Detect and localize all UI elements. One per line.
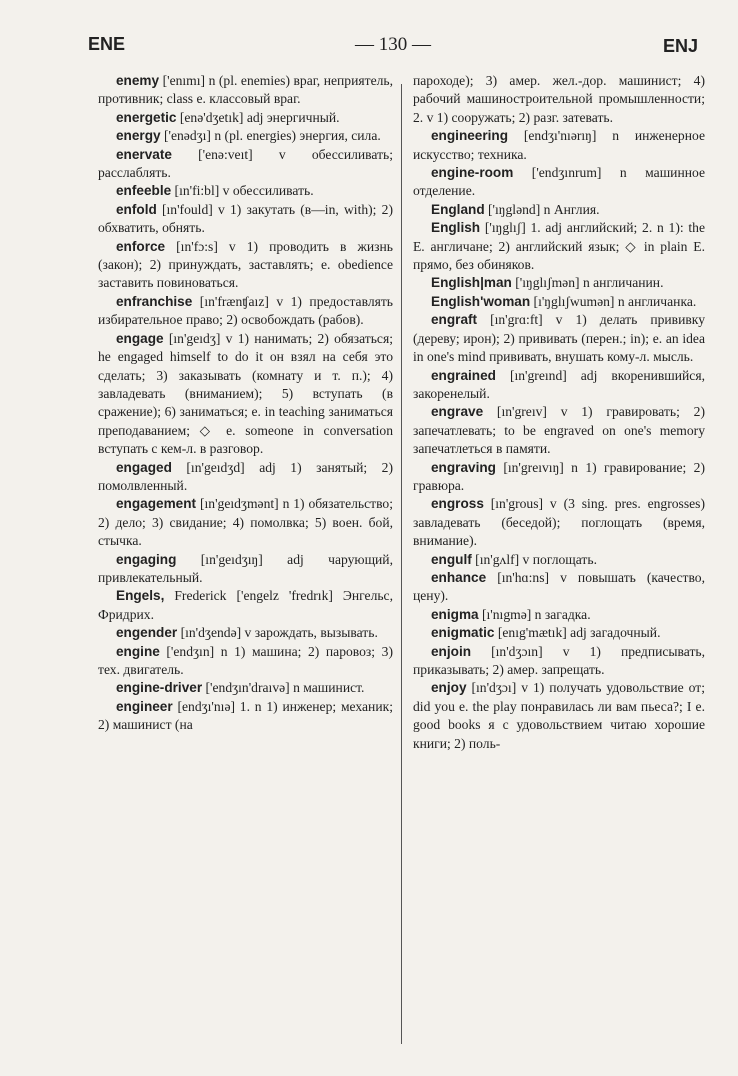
dictionary-entry [98, 643, 393, 680]
entry-definition: ['endʒın] n 1) машина; 2) паровоз; 3) тех. двигатель. [98, 643, 393, 677]
dictionary-entry [413, 127, 705, 164]
headword: engrave [431, 404, 484, 420]
entry-definition: [ın'dʒendə] v зарождать, вызывать. [177, 625, 378, 641]
entry-definition: [ın'greınd] adj вкоренившийся, закоренелый. [413, 367, 705, 401]
entry-definition: [ın'grɑ:ft] v 1) делать прививку (дереву; ирон); 2) прививать (перен.; in); e. an idea in one's mind прививать, внушать кому-л. мысль. [413, 312, 705, 365]
headword: energetic [116, 109, 177, 125]
dictionary-entry [98, 72, 393, 109]
entry-definition: [enə'dʒetık] adj энергичный. [176, 109, 340, 125]
entry-definition: [ın'hɑ:ns] v повышать (качество, цену). [413, 569, 705, 604]
headword: enemy [116, 73, 160, 88]
entry-definition: [endʒı'nıərıŋ] n инженерное искусство; техника. [413, 128, 705, 162]
headword: enforce [116, 238, 166, 254]
entry-definition: [ın'geıdʒıŋ] adj чарующий, привлекательный. [98, 551, 393, 585]
headword: engrained [431, 367, 496, 383]
dictionary-entry [413, 551, 705, 569]
entry-definition: [ın'dʒɔı] v 1) получать удовольствие от; did you e. the play понравилась ли вам пьеса?; I e. good books я с удовольствием читаю хорошие книги; 2) поль- [413, 680, 705, 751]
entry-definition: ['enımı] n (pl. enemies) враг, неприятель, противник; class e. классовый враг. [98, 73, 393, 107]
entry-definition: [enıg'mætık] adj загадочный. [494, 625, 661, 641]
entry-definition: [ı'ŋglıʃwumən] n англичанка. [530, 293, 697, 309]
dictionary-entry [413, 569, 705, 606]
dictionary-entry [413, 606, 705, 624]
dictionary-entry [98, 201, 393, 238]
dictionary-entry [413, 403, 705, 458]
dictionary-entry [413, 367, 705, 404]
dictionary-entry [98, 679, 393, 697]
dictionary-entry [413, 72, 705, 127]
column-divider [401, 84, 402, 1044]
dictionary-entry [98, 127, 393, 145]
headword: enhance [431, 569, 487, 585]
dictionary-entry [413, 643, 705, 680]
dictionary-entry [98, 293, 393, 330]
headword: engage [116, 330, 164, 346]
dictionary-entry [413, 219, 705, 274]
headword: Engels, [116, 588, 165, 604]
dictionary-entry [98, 238, 393, 293]
page-header [88, 34, 698, 62]
headword: engaged [116, 459, 172, 475]
entry-definition: ['enədʒı] n (pl. energies) энергия, сила. [160, 128, 381, 144]
right-column [413, 72, 705, 753]
entry-definition: [ın'geıdʒd] adj 1) занятый; 2) помолвленный. [98, 459, 393, 493]
dictionary-entry [413, 459, 705, 496]
headword: English|man [431, 275, 512, 291]
entry-definition: ['endʒınrum] n машинное отделение. [413, 165, 705, 199]
entry-definition: ['endʒın'draıvə] n машинист. [202, 680, 365, 696]
headword: energy [116, 128, 161, 144]
headword: enigmatic [431, 625, 495, 641]
dictionary-entry [98, 624, 393, 642]
entry-definition: [ın'fi:bl] v обессиливать. [171, 183, 314, 199]
headword: enervate [116, 146, 172, 162]
headword: enfold [116, 201, 157, 217]
headword: engulf [431, 551, 472, 567]
headword: enfeeble [116, 183, 172, 199]
entry-definition: [ın'geıdʒ] v 1) нанимать; 2) обязаться; he engaged himself to do it он взял на себя это сделать; 3) заказывать (комнату и т. п.); 4) завладевать (вниманием); 5) вступать (в сражение); 6) заниматься; e. in teaching заниматься преподаванием; ◇ e. someone in conversation вступать с кем-л. в разговор. [98, 330, 393, 457]
entry-definition: [ın'geıdʒmənt] n 1) обязательство; 2) дело; 3) свидание; 4) помолвка; 5) воен. бой, стычка. [98, 496, 393, 549]
entry-definition: ['ıŋglıʃmən] n англичанин. [511, 275, 664, 291]
headword: engineer [116, 698, 173, 714]
headword: engraft [431, 312, 478, 328]
left-guide-word: ENE [88, 34, 126, 54]
dictionary-entry [98, 330, 393, 459]
headword: English [431, 220, 481, 236]
headword: enigma [431, 606, 479, 622]
headword: engine-driver [116, 680, 203, 696]
page-number: — 130 — [355, 34, 431, 55]
dictionary-entry [98, 551, 393, 588]
entry-definition: [ın'greıv] v 1) гравировать; 2) запечатлевать; to be engraved on one's memory запечатлеться в памяти. [413, 404, 705, 457]
entry-definition: пароходе); 3) амер. жел.-дор. машинист; 4) рабочий машиностроительной промышленности; 2. v 1) сооружать; 2) разг. затевать. [413, 73, 705, 125]
entry-definition: [ı'nıgmə] n загадка. [478, 606, 591, 622]
dictionary-entry [98, 587, 393, 624]
dictionary-entry [98, 495, 393, 550]
headword: enjoin [431, 643, 472, 659]
right-guide-word: ENJ [662, 36, 698, 56]
headword: engaging [116, 551, 177, 567]
dictionary-entry [98, 459, 393, 496]
headword: English'woman [431, 293, 531, 309]
entry-definition: [ın'fould] v 1) закутать (в—in, with); 2) обхватить, обнять. [98, 201, 393, 236]
headword: engagement [116, 496, 197, 512]
entry-definition: [ın'frænʧaız] v 1) предоставлять избирательное право; 2) освобождать (рабов). [98, 293, 393, 328]
entry-definition: [ın'greıvıŋ] n 1) гравирование; 2) гравюра. [413, 459, 705, 493]
headword: England [431, 201, 485, 217]
headword: enjoy [431, 680, 467, 696]
headword: enfranchise [116, 293, 193, 309]
headword: engender [116, 625, 178, 641]
entry-definition: Frederick ['engelz 'fredrık] Энгельс, Фридрих. [98, 588, 393, 622]
left-column [98, 72, 393, 735]
entry-definition: [ın'grous] v (3 sing. pres. engrosses) завладевать (беседой); поглощать (время, внимание). [413, 496, 705, 549]
dictionary-entry [413, 679, 705, 753]
dictionary-entry [413, 311, 705, 366]
dictionary-entry [413, 293, 705, 311]
entry-definition: ['ıŋglıʃ] 1. adj английский; 2. n 1): the E. англичане; 2) английский язык; ◇ in plain E. прямо, без обиняков. [413, 220, 705, 273]
entry-definition: ['enə:veıt] v обессиливать; расслаблять. [98, 146, 393, 181]
entry-definition: [ın'gʌlf] v поглощать. [471, 551, 597, 567]
entry-definition: [ın'dʒɔın] v 1) предписывать, приказывать; 2) амер. запрещать. [413, 643, 705, 677]
dictionary-entry [413, 624, 705, 642]
dictionary-entry [413, 274, 705, 292]
headword: engraving [431, 459, 496, 475]
headword: engross [431, 496, 484, 512]
headword: engine-room [431, 165, 514, 181]
dictionary-entry [413, 495, 705, 550]
dictionary-entry [98, 182, 393, 200]
headword: engineering [431, 128, 509, 144]
dictionary-entry [413, 201, 705, 219]
entry-definition: [ın'fɔ:s] v 1) проводить в жизнь (закон); 2) принуждать, заставлять; e. obedience заставить повиноваться. [98, 238, 393, 291]
dictionary-entry [98, 109, 393, 127]
dictionary-entry [98, 698, 393, 735]
headword: engine [116, 643, 160, 659]
dictionary-entry [413, 164, 705, 201]
dictionary-entry [98, 146, 393, 183]
entry-definition: [endʒı'nıə] 1. n 1) инженер; механик; 2) машинист (на [98, 698, 393, 733]
entry-definition: ['ıŋglənd] n Англия. [484, 201, 600, 217]
